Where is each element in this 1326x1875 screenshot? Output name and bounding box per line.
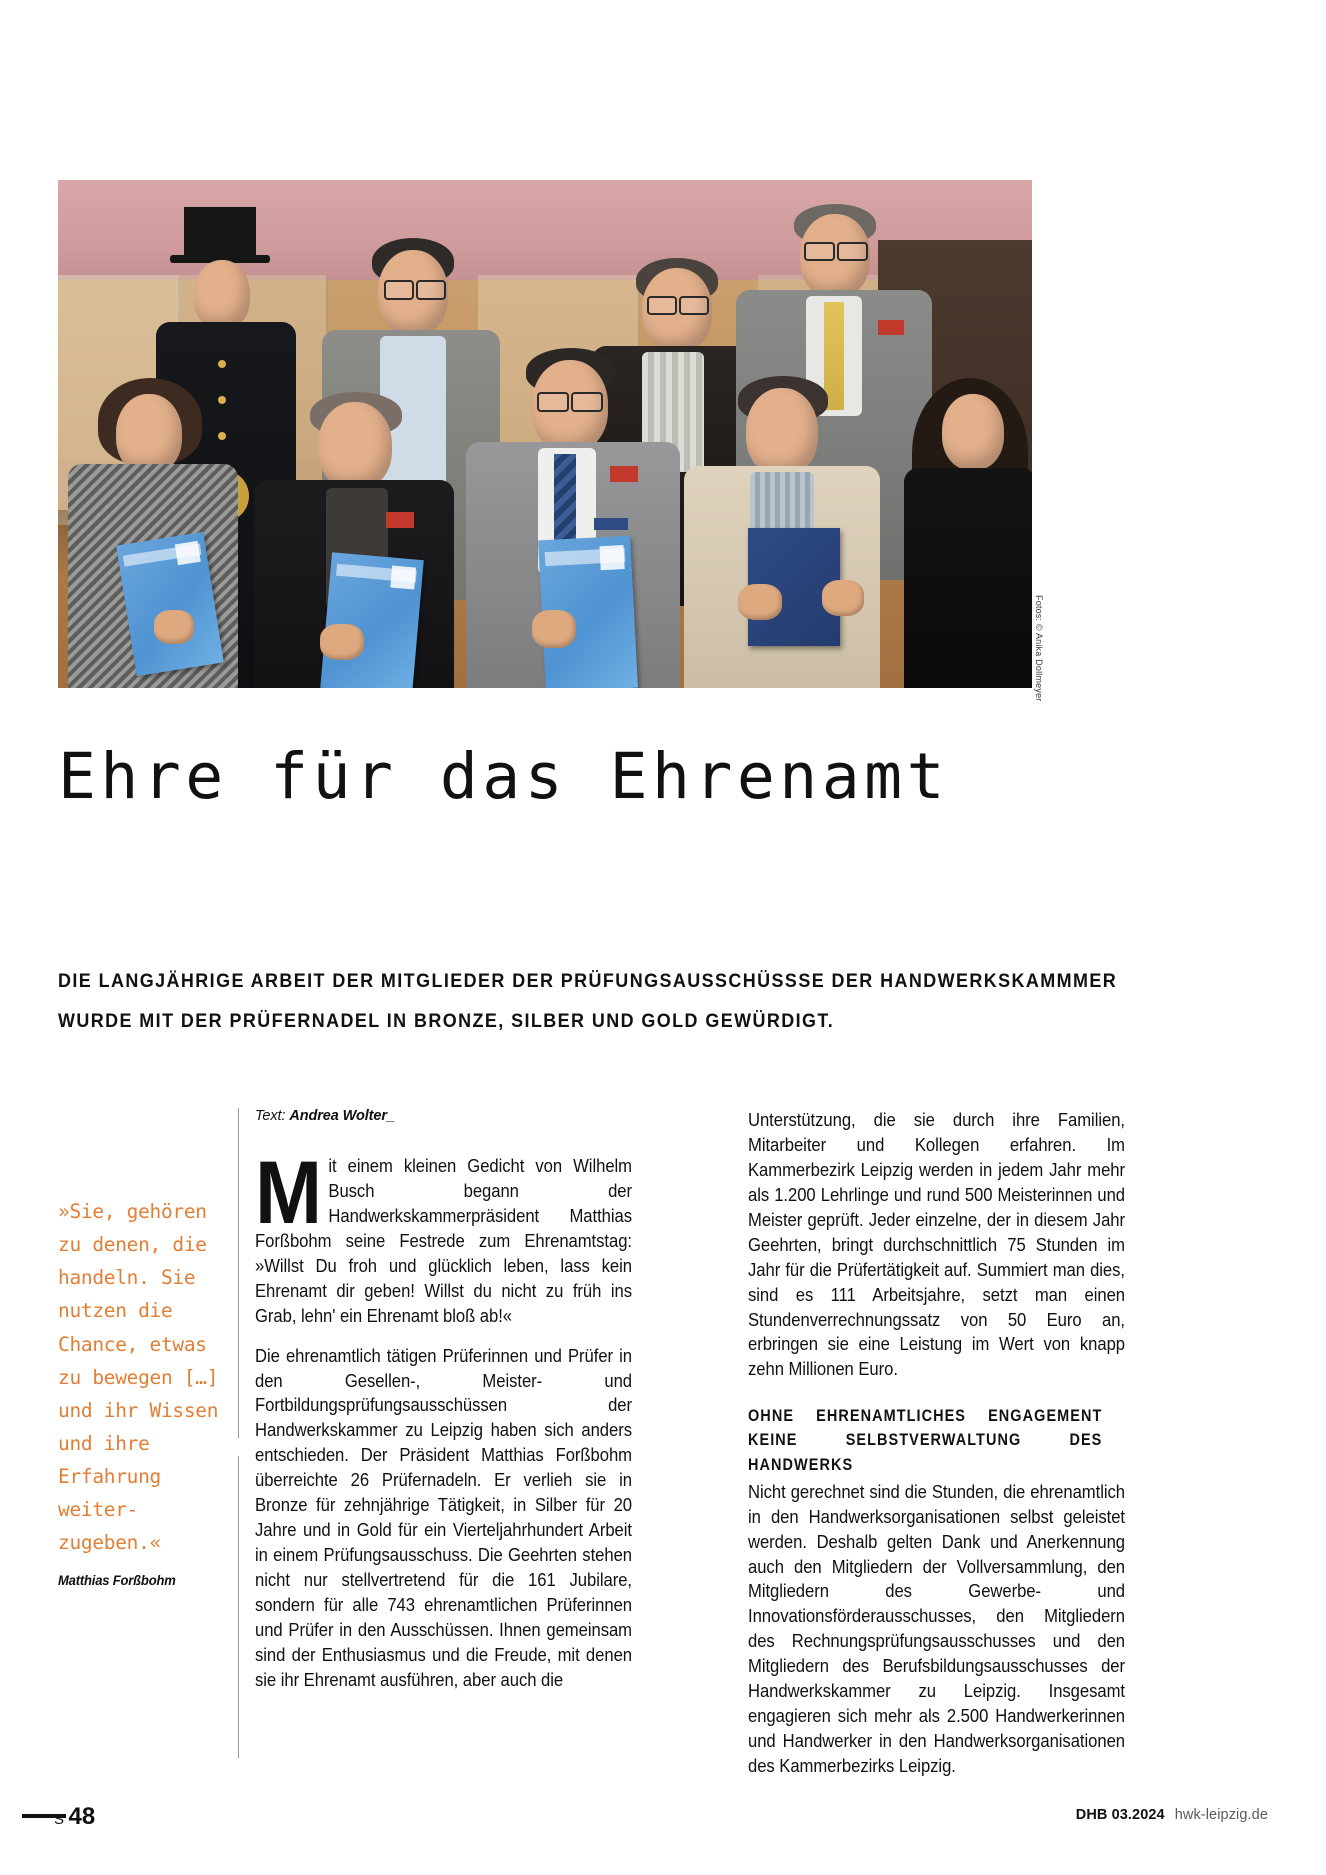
- photo-credit: Fotos: © Anika Dollmeyer: [1034, 595, 1044, 702]
- uniform-button: [218, 432, 226, 440]
- eyeglasses: [571, 392, 603, 412]
- footer-page-marker: [54, 1803, 95, 1831]
- paragraph: Nicht gerechnet sind die Stunden, die ehrenamtlich in den Handwerksorganisationen selbst geleistet werden. Deshalb gelten Dank und Anerkennung auch den Mitgliedern der Vollversammlung, den Mitgliedern des Gewerbe- und Innovationsförderausschusses, den Mitgliedern des Rechnungsprüfungsausschusses und den Mitgliedern des Berufsbildungsausschusses der Handwerkskammer zu Leipzig. Insgesamt engagieren sich mehr als 2.500 Handwerkerinnen und Handwerker in den Handwerksorganisationen des Kammerbezirks Leipzig.: [748, 1480, 1126, 1776]
- byline-label: Text:: [255, 1108, 286, 1124]
- head: [746, 388, 818, 476]
- eyeglasses: [384, 280, 414, 300]
- head: [942, 394, 1004, 470]
- pullquote-author: Matthias Forßbohm: [58, 1571, 176, 1588]
- eyeglasses: [804, 242, 835, 261]
- eyeglasses: [416, 280, 446, 300]
- certificate-folder: [320, 552, 424, 688]
- left-column-body: [255, 1142, 633, 1693]
- pullquote-text: »Sie, gehören zu denen, die handeln. Sie nutzen die Chance, etwas zu bewegen […] und ihr Wissen und ihre Erfahrung weiter-zugeben.«: [58, 1200, 219, 1555]
- section-subheading: OHNE EHRENAMTLICHES ENGAGEMENT KEINE SELBSTVERWALTUNG DES HANDWERKS: [748, 1406, 1103, 1474]
- dress: [904, 468, 1032, 688]
- hand: [738, 584, 782, 620]
- column-divider: [238, 1108, 239, 1438]
- eyeglasses: [679, 296, 709, 315]
- pullquote-block: [58, 1195, 223, 1588]
- uniform-button: [218, 360, 226, 368]
- subtitle-line-2: WURDE MIT DER PRÜFERNADEL IN BRONZE, SILBER UND GOLD GEWÜRDIGT.: [58, 1009, 835, 1032]
- article-column-left: [255, 1108, 632, 1693]
- hand: [154, 610, 194, 644]
- footer-section-label: S: [54, 1811, 65, 1828]
- hand: [822, 580, 864, 616]
- hero-photo: [58, 180, 1032, 688]
- subtitle-line-1: DIE LANGJÄHRIGE ARBEIT DER MITGLIEDER DER PRÜFUNGSAUSSCHÜSSSE DER HANDWERKSKAMMMER: [58, 970, 1118, 992]
- paragraph-lead: Mit einem kleinen Gedicht von Wilhelm Busch begann der Handwerkskammerpräsident Matthias Forßbohm seine Festrede zum Ehrenamtstag: »Willst Du froh und glücklich leben, lass kein Ehrenamt dir geben! Willst du nicht zu früh ins Grab, lehn' ein Ehrenamt bloß ab!«: [255, 1142, 633, 1326]
- lapel-pin: [610, 466, 638, 482]
- pocket-square: [594, 518, 628, 530]
- subtitle: [58, 962, 1130, 1042]
- column-divider: [238, 1456, 239, 1758]
- byline-author: Andrea Wolter_: [289, 1108, 395, 1124]
- head: [116, 394, 182, 474]
- footer-page-number: 48: [68, 1803, 96, 1830]
- byline: [255, 1108, 632, 1124]
- uniform-button: [218, 396, 226, 404]
- footer-website: hwk-leipzig.de: [1174, 1807, 1268, 1823]
- head: [194, 260, 250, 330]
- page-title: Ehre für das Ehrenamt: [58, 740, 950, 814]
- lapel-pin: [878, 320, 904, 335]
- top-hat: [184, 207, 256, 263]
- lapel-pin: [386, 512, 414, 528]
- eyeglasses: [537, 392, 569, 412]
- right-column-body: [748, 1108, 1125, 1779]
- paragraph: Unterstützung, die sie durch ihre Familien, Mitarbeiter und Kollegen erfahren. Im Kammerbezirk Leipzig werden in jedem Jahr mehr als 1.200 Lehrlinge und rund 500 Meisterinnen und Meister geprüft. Jeder einzelne, der in diesem Jahr Geehrten, bringt durchschnittlich 75 Stunden im Jahr für die Prüfertätigkeit auf. Summiert man dies, sind es 111 Arbeitsjahre, setzt man einen Stundenverrechnungssatz von 50 Euro an, erbringen sie eine Leistung im Wert von knapp zehn Millionen Euro.: [748, 1109, 1126, 1380]
- photo-scene: [58, 180, 1032, 688]
- hand: [320, 624, 364, 660]
- footer-meta: [1076, 1807, 1268, 1823]
- footer-issue: DHB 03.2024: [1075, 1807, 1165, 1823]
- eyeglasses: [647, 296, 677, 315]
- paragraph: Die ehrenamtlich tätigen Prüferinnen und Prüfer in den Gesellen-, Meister- und Fortbildungsprüfungsausschüssen der Handwerkskammer zu Leipzig haben sich anders entschieden. Der Präsident Matthias Forßbohm überreichte 26 Prüfernadeln. Er verlieh sie in Bronze für zehnjährige Tätigkeit, in Silber für 20 Jahre und in Gold für ein Vierteljahrhundert Arbeit in einem Prüfungsausschuss. Die Geehrten stehen nicht nur stellvertretend für die 161 Jubilare, sondern für alle 743 ehrenamtlichen Prüferinnen und Prüfer in den Ausschüssen. Ihnen gemeinsam sind der Enthusiasmus und die Freude, mit denen sie ihr Ehrenamt ausführen, aber auch die: [255, 1344, 633, 1690]
- article-column-right: [748, 1108, 1125, 1779]
- eyeglasses: [837, 242, 868, 261]
- head: [318, 402, 392, 490]
- hand: [532, 610, 576, 648]
